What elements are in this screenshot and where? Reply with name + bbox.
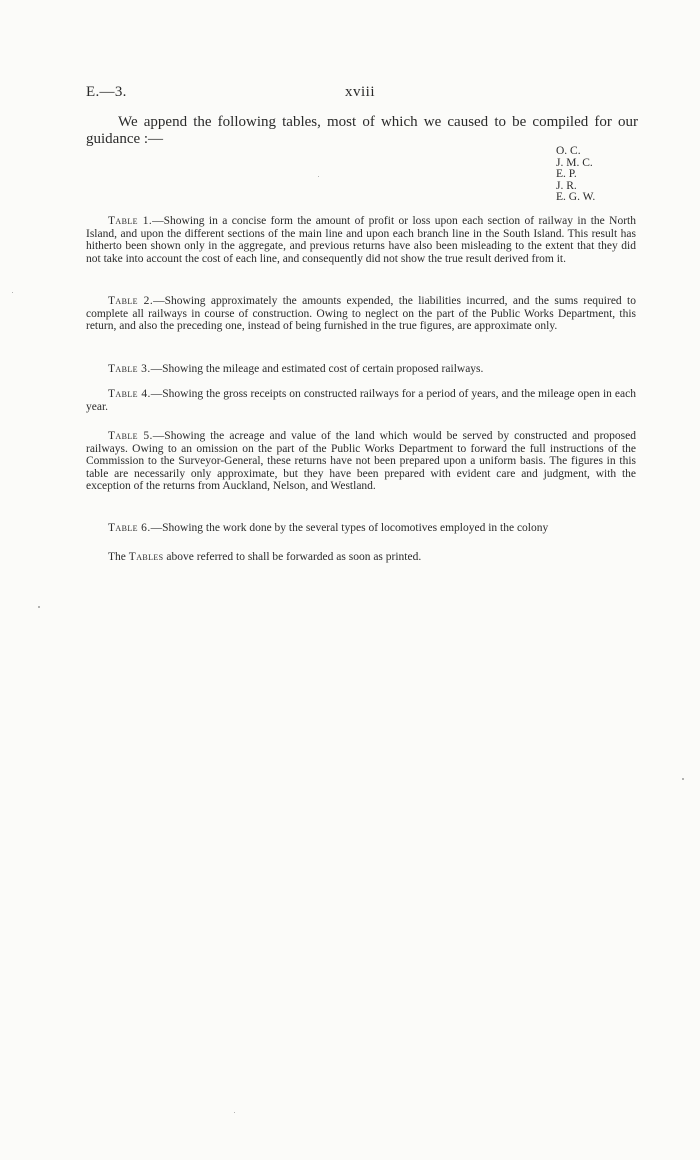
table-1-description [86,215,636,265]
table-3-text: —Showing the mileage and estimated cost of certain proposed railways. [150,363,484,375]
intro-paragraph: We append the following tables, most of which we caused to be compiled for our guidance :— [86,114,638,147]
table-4-label: Table 4. [108,388,151,400]
table-6-description [86,522,636,535]
paper-speck [12,292,13,293]
signatory-initials: O. C. [556,145,581,157]
table-6-label: Table 6. [108,522,151,534]
table-1-text: —Showing in a concise form the amount of profit or loss upon each section of railway in the North Island, and upon the different sections of the main line and upon each branch line in the South Island. This result has hitherto been shown only in the aggregate, and previous returns have also been misleading to the extent that they did not take into account the cost of each line, and consequently did not show the true result derived from it. [86,215,636,265]
table-5-description [86,430,636,493]
table-2-text: —Showing approximately the amounts expended, the liabilities incurred, and the sums required to complete all railways in course of construction. Owing to neglect on the part of the Public Works Department, this return, and also the preceding one, instead of being furnished in the true figures, are approximate only. [86,295,636,333]
table-3-description [86,363,636,376]
closing-paragraph [86,551,636,564]
table-6-text: —Showing the work done by the several types of locomotives employed in the colony [150,522,549,534]
closing-tables-label: Tables [128,551,164,563]
table-4-text: —Showing the gross receipts on constructed railways for a period of years, and the mileage open in each year. [86,388,636,413]
table-3-label: Table 3. [108,363,151,375]
page-number: xviii [345,84,376,100]
document-reference: E.—3. [86,84,127,100]
paper-speck [38,606,40,608]
signatory-initials: J. M. C. [556,156,593,169]
table-4-description [86,388,636,413]
paper-speck [234,1112,235,1113]
paper-speck [318,176,319,177]
paper-speck [682,778,684,780]
signatory-initials: E. P. [556,168,577,180]
table-1-label: Table 1. [108,215,153,227]
signatories-block [556,146,595,204]
table-2-description [86,295,636,333]
signatory-initials: E. G. W. [556,191,596,203]
closing-text-before: The [108,551,129,563]
signatory-initials: J. R. [556,179,577,192]
table-5-label: Table 5. [108,430,153,442]
table-5-text: —Showing the acreage and value of the land which would be served by constructed and proposed railways. Owing to an omission on the part of the Public Works Department to forward the full instructions of the Commission to the Surveyor-General, these returns have not been prepared upon a uniform basis. The figures in this table are necessarily only approximate, but they have been prepared with evident care and judgment, with the exception of the returns from Auckland, Nelson, and Westland. [86,430,636,493]
closing-text-after: above referred to shall be forwarded as soon as printed. [163,551,422,563]
table-2-label: Table 2. [108,295,154,307]
